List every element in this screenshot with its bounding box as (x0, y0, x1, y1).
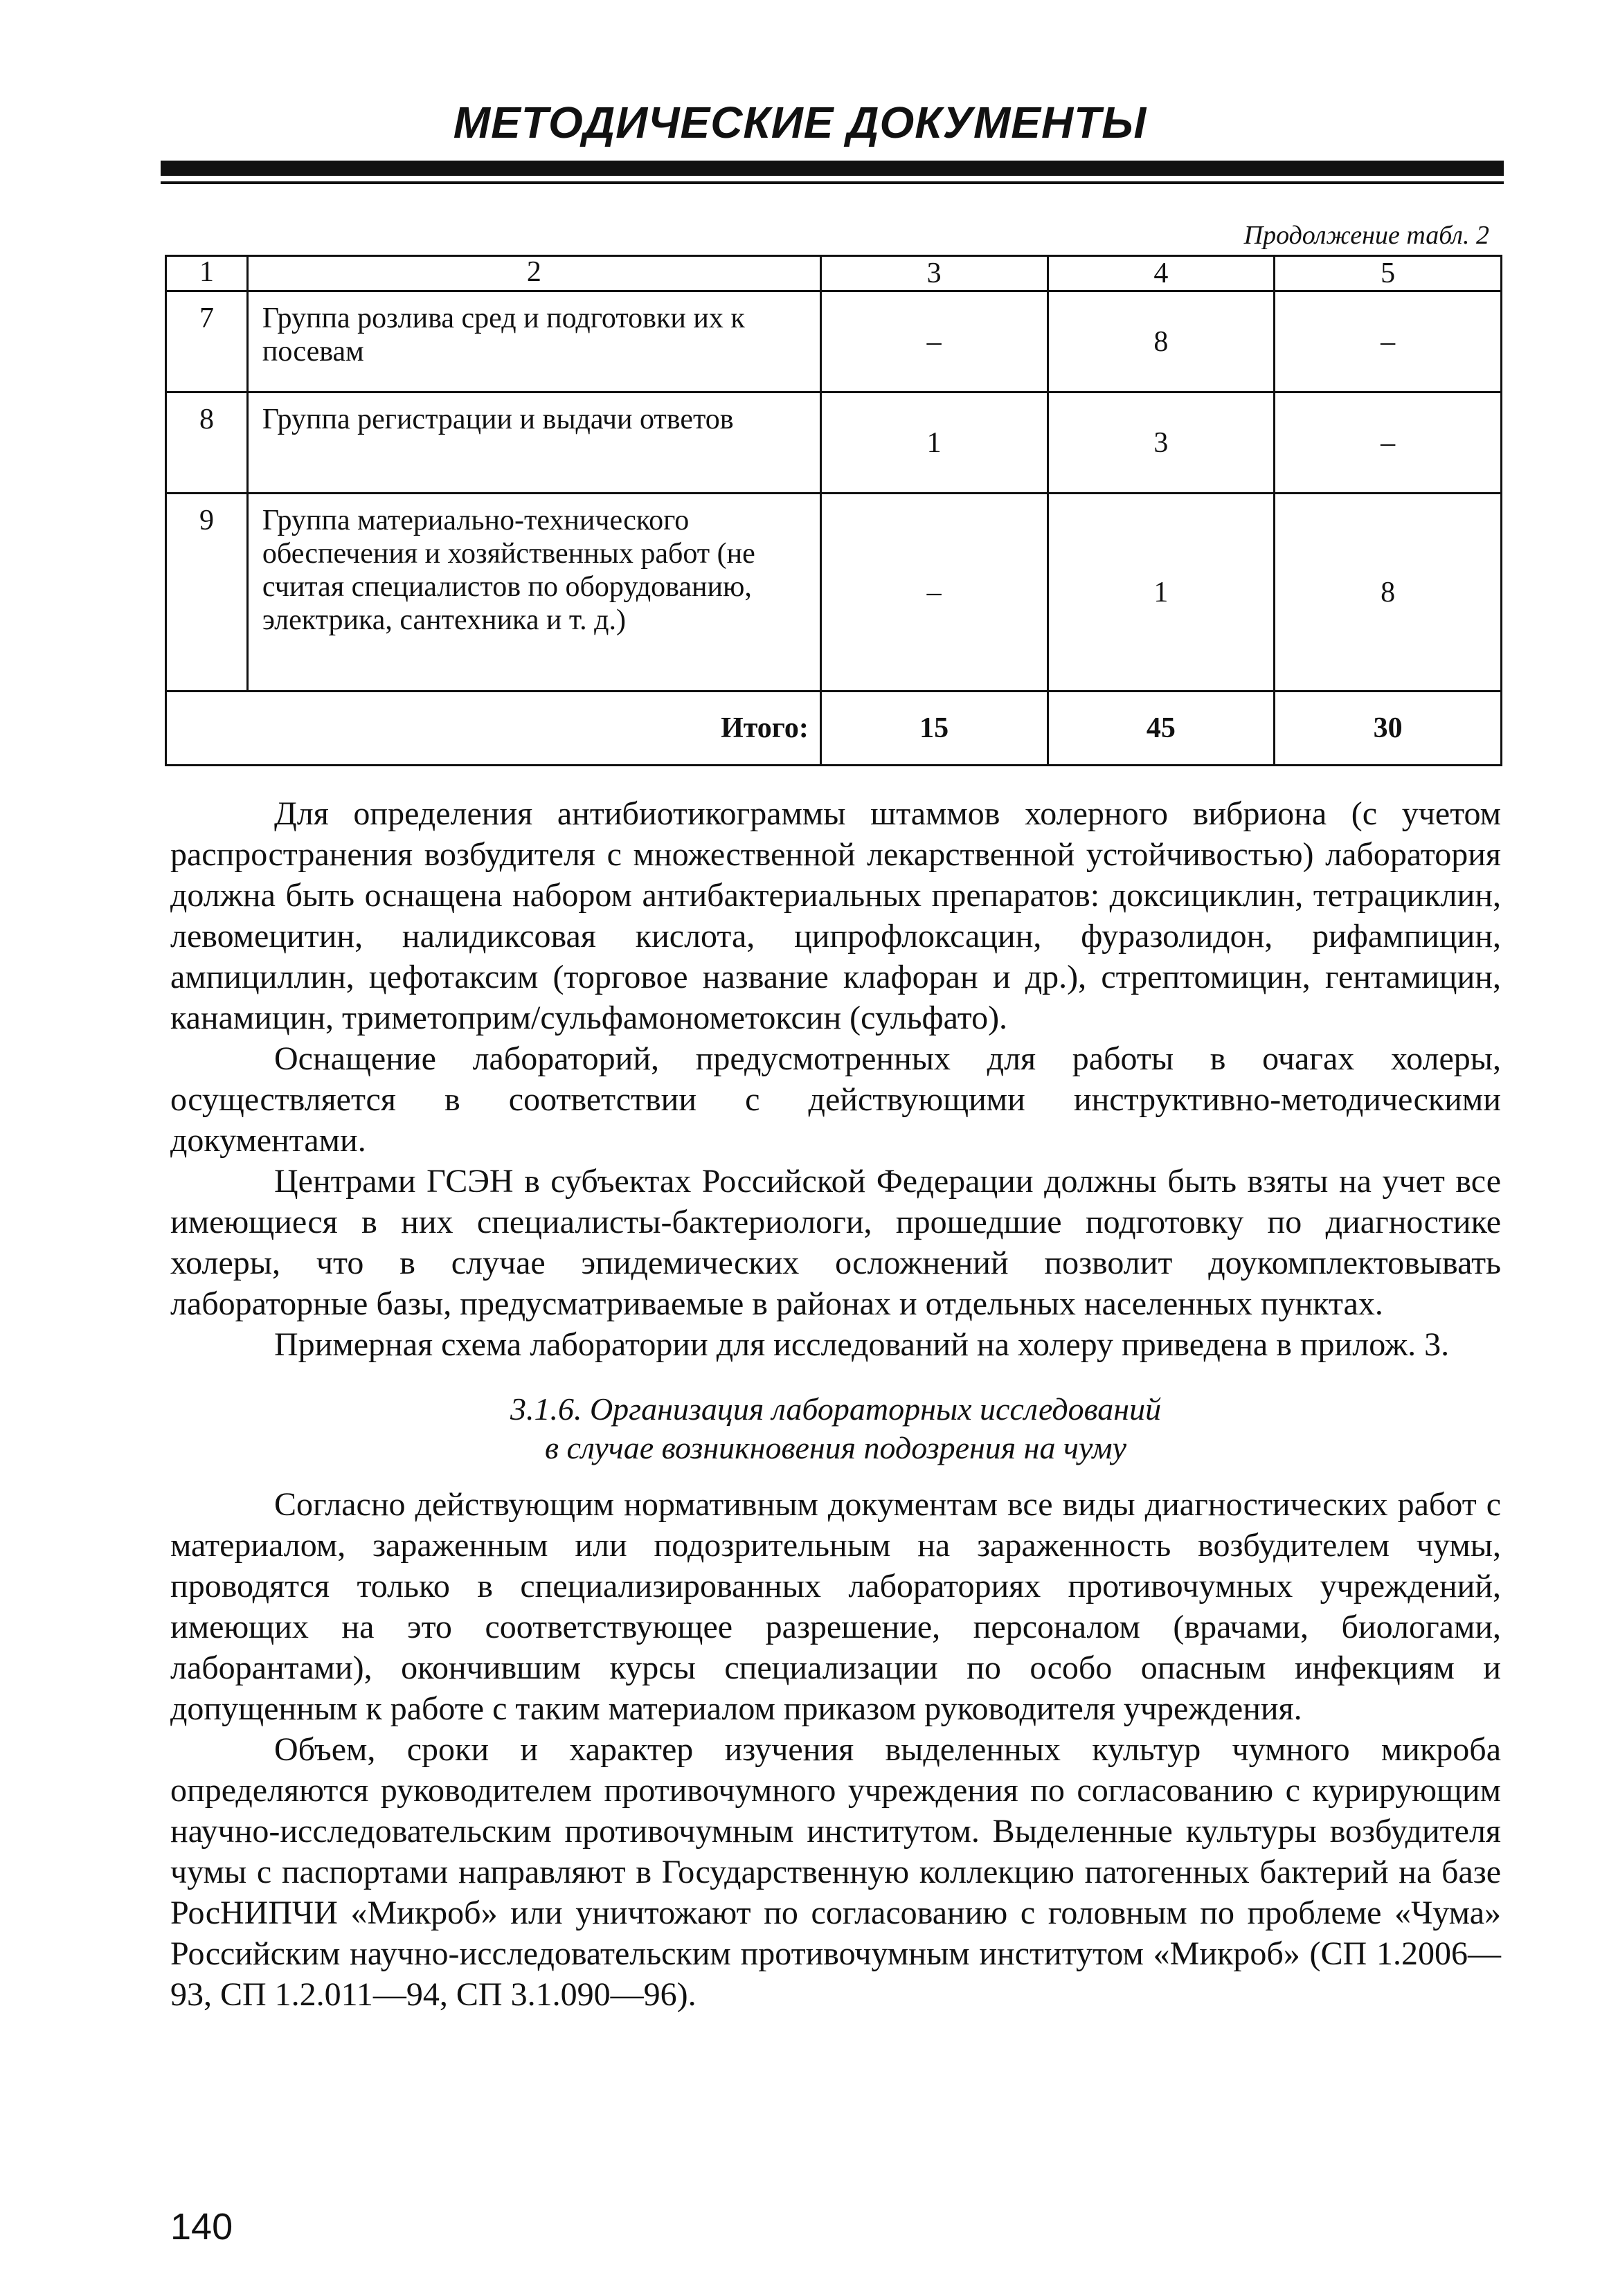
total-value: 15 (820, 691, 1048, 766)
table-row (166, 291, 1502, 392)
row-name: Группа розлива сред и подготовки их к посевам (247, 291, 820, 392)
row-number: 7 (166, 291, 248, 392)
row-value: 8 (1048, 291, 1275, 392)
row-value: 8 (1275, 494, 1502, 691)
row-number: 8 (166, 392, 248, 494)
row-value: 3 (1048, 392, 1275, 494)
column-header: 2 (247, 256, 820, 291)
row-value: – (820, 494, 1048, 691)
column-header: 4 (1048, 256, 1275, 291)
staff-table (165, 255, 1502, 766)
row-number: 9 (166, 494, 248, 691)
row-value: 1 (820, 392, 1048, 494)
paragraph: Согласно действующим нормативным документам все виды диагностических работ с материалом, зараженным или подозрительным на зараженность возбудителем чумы, проводятся только в специализированных лабораториях противочумных учреждений, имеющих на это соответствующее разрешение, персоналом (врачами, биологами, лаборантами), окончившим курсы специализации по особо опасным инфекциям и допущенным к работе с таким материалом приказом руководителя учреждения. (170, 1486, 1501, 1727)
body-text (170, 793, 1501, 2015)
row-name: Группа регистрации и выдачи ответов (247, 392, 820, 494)
section-heading-line: 3.1.6. Организация лабораторных исследований (510, 1391, 1162, 1427)
table-header-row (166, 256, 1502, 291)
row-value: – (820, 291, 1048, 392)
paragraph: Объем, сроки и характер изучения выделенных культур чумного микроба определяются руководителем противочумного учреждения по согласованию с курирующим научно-исследовательским противочумным институтом. Выделенные культуры возбудителя чумы с паспортами направляют в Государственную коллекцию патогенных бактерий на базе РосНИПЧИ «Микроб» или уничтожают по согласованию с головным по проблеме «Чума» Российским научно-исследовательским противочумным институтом «Микроб» (СП 1.2006—93, СП 1.2.011—94, СП 3.1.090—96). (170, 1731, 1501, 2013)
header-rule-thick (161, 161, 1504, 176)
table-total-row (166, 691, 1502, 766)
column-header: 5 (1275, 256, 1502, 291)
table-caption: Продолжение табл. 2 (1243, 221, 1489, 250)
table-row (166, 392, 1502, 494)
header-rule-thin (161, 181, 1504, 184)
paragraph: Для определения антибиотикограммы штаммов холерного вибриона (с учетом распространения возбудителя с множественной лекарственной устойчивостью) лаборатория должна быть оснащена набором антибактериальных препаратов: доксициклин, тетрациклин, левомецитин, налидиксовая кислота, ципрофлоксацин, фуразолидон, рифампицин, ампициллин, цефотаксим (торговое название клафоран и др.), стрептомицин, гентамицин, канамицин, триметоприм/сульфамонометоксин (сульфато). (170, 795, 1501, 1036)
paragraph: Центрами ГСЭН в субъектах Российской Федерации должны быть взяты на учет все имеющиеся в них специалисты-бактериологи, прошедшие подготовку по диагностике холеры, что в случае эпидемических осложнений позволит доукомплектовывать лабораторные базы, предусматриваемые в районах и отдельных населенных пунктах. (170, 1163, 1501, 1322)
section-heading-line: в случае возникновения подозрения на чуму (545, 1430, 1126, 1465)
total-value: 45 (1048, 691, 1275, 766)
row-value: – (1275, 291, 1502, 392)
paragraph: Примерная схема лаборатории для исследований на холеру приведена в прилож. 3. (274, 1326, 1450, 1363)
row-value: – (1275, 392, 1502, 494)
page-number: 140 (170, 2206, 233, 2248)
total-label: Итого: (166, 691, 821, 766)
column-header: 3 (820, 256, 1048, 291)
row-name: Группа материально-технического обеспечения и хозяйственных работ (не считая специалистов по оборудованию, электрика, сантехника и т. д.) (247, 494, 820, 691)
column-header: 1 (166, 256, 248, 291)
paragraph: Оснащение лабораторий, предусмотренных для работы в очагах холеры, осуществляется в соответствии с действующими инструктивно-методическими документами. (170, 1040, 1501, 1159)
row-value: 1 (1048, 494, 1275, 691)
table-row (166, 494, 1502, 691)
section-heading (170, 1390, 1501, 1467)
running-header-title: МЕТОДИЧЕСКИЕ ДОКУМЕНТЫ (453, 98, 1147, 147)
total-value: 30 (1275, 691, 1502, 766)
